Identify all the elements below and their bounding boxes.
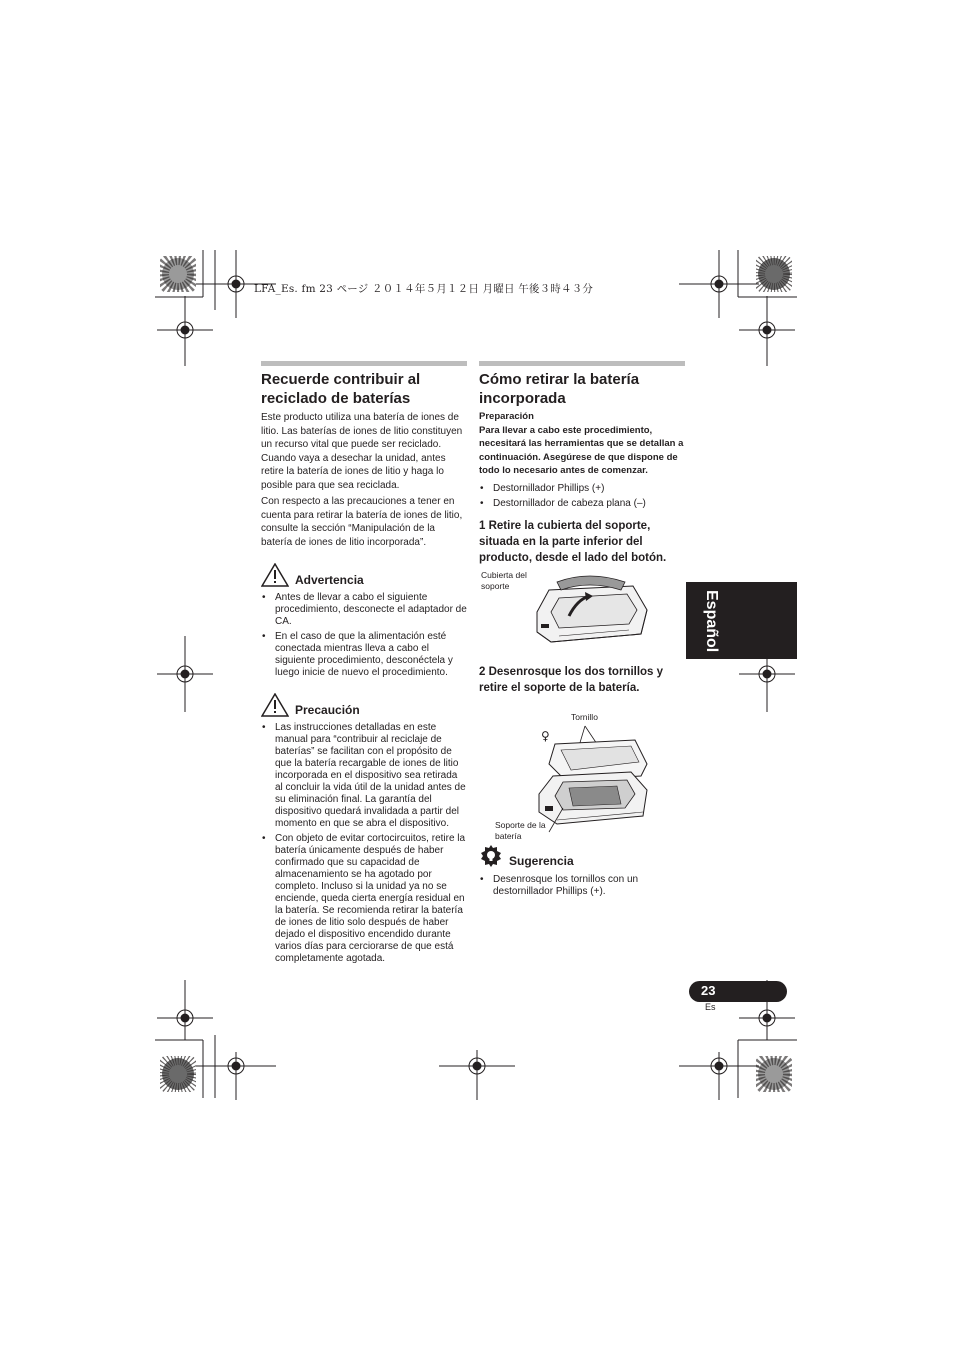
tool-item: • Destornillador de cabeza plana (–) bbox=[479, 498, 685, 510]
section-rule bbox=[261, 361, 467, 366]
preparation-text: Para llevar a cabo este procedimiento, necesitará las herramientas que se detallan a continuación. Asegúrese de que dispone de todo lo necesario antes de comenzar. bbox=[479, 424, 684, 476]
tip-title: Sugerencia bbox=[509, 853, 574, 868]
tip-item: • Desenrosque los tornillos con un destornillador Phillips (+). bbox=[479, 874, 685, 898]
battery-holder-illustration bbox=[535, 724, 655, 836]
warning-triangle-icon bbox=[261, 563, 289, 587]
caution-title: Precaución bbox=[295, 703, 360, 717]
battery-removal-title: Cómo retirar la batería incorporada bbox=[479, 371, 640, 407]
svg-text:♀: ♀ bbox=[541, 728, 550, 743]
tip-lightbulb-icon bbox=[479, 844, 503, 868]
page-number-badge bbox=[689, 981, 787, 1002]
warning-list bbox=[261, 592, 467, 679]
caution-triangle-icon bbox=[261, 693, 289, 717]
recycle-paragraph-1: Este producto utiliza una batería de iones de litio. Las baterías de iones de litio constituyen un recurso vital que puede ser reciclado. Cuando vaya a desechar la unidad, antes retire la batería de iones de litio y haga lo posible para que sea reciclada. bbox=[261, 412, 463, 491]
language-tab-label: Español bbox=[703, 589, 720, 653]
caution-item: • Con objeto de evitar cortocircuitos, retire la batería únicamente después de haber confirmado que su capacidad de almacenamiento se ha agotado por completo. Incluso si la unidad ya no se enciende, queda cierta energía residual en la batería. Se recomienda retirar la batería de iones de litio solo después de haber dejado el dispositivo encendido durante varios días para cerciorarse de que está completamente agotada. bbox=[261, 833, 467, 965]
step-1: 1 Retire la cubierta del soporte, situada en la parte inferior del producto, desde el lado del botón. bbox=[479, 519, 667, 564]
battery-holder-label: Soporte de la batería bbox=[495, 819, 546, 841]
preparation-heading: Preparación bbox=[479, 411, 534, 422]
cover-label: Cubierta del soporte bbox=[481, 569, 527, 591]
caution-heading bbox=[261, 693, 467, 717]
file-header: LFA_Es. fm 23 ページ ２０１４年５月１２日 月曜日 午後３時４３分 bbox=[254, 283, 594, 295]
screw-label: Tornillo bbox=[571, 711, 598, 722]
warning-heading bbox=[261, 563, 467, 587]
device-cover-illustration bbox=[529, 572, 654, 650]
caution-list bbox=[261, 722, 467, 965]
caution-item: • Las instrucciones detalladas en este manual para “contribuir al reciclaje de baterías” se facilitan con el propósito de que la batería recargable de iones de litio incorporada en el dispositivo sea retirada al concluir la vida útil de la unidad antes de su eliminación final. La garantía del dispositivo quedará invalidada a partir del momento en que se abra el dispositivo. bbox=[261, 722, 467, 830]
tip-list bbox=[479, 874, 685, 898]
left-column bbox=[261, 361, 467, 968]
warning-title: Advertencia bbox=[295, 573, 364, 587]
figure-screw-removal bbox=[479, 712, 685, 842]
recycle-paragraph-2: Con respecto a las precauciones a tener en cuenta para retirar la batería de iones de litio, consulte la sección “Manipulación de la batería de iones de litio incorporada”. bbox=[261, 496, 463, 548]
right-column bbox=[479, 361, 685, 901]
page-number: 23 bbox=[701, 983, 716, 998]
figure-cover-removal bbox=[479, 570, 685, 654]
page-language-code: Es bbox=[705, 1002, 716, 1012]
language-side-tab bbox=[686, 582, 797, 659]
step-2: 2 Desenrosque los dos tornillos y retire el soporte de la batería. bbox=[479, 665, 664, 694]
tools-list bbox=[479, 483, 685, 510]
tip-heading bbox=[479, 844, 685, 868]
warning-item: • En el caso de que la alimentación esté conectada mientras lleva a cabo el siguiente procedimiento, desconéctela y luego inicie de nuevo el procedimiento. bbox=[261, 631, 467, 679]
section-rule bbox=[479, 361, 685, 366]
tool-item: • Destornillador Phillips (+) bbox=[479, 483, 685, 495]
recycle-section-title: Recuerde contribuir al reciclado de baterías bbox=[261, 371, 421, 407]
warning-item: • Antes de llevar a cabo el siguiente procedimiento, desconecte el adaptador de CA. bbox=[261, 592, 467, 628]
